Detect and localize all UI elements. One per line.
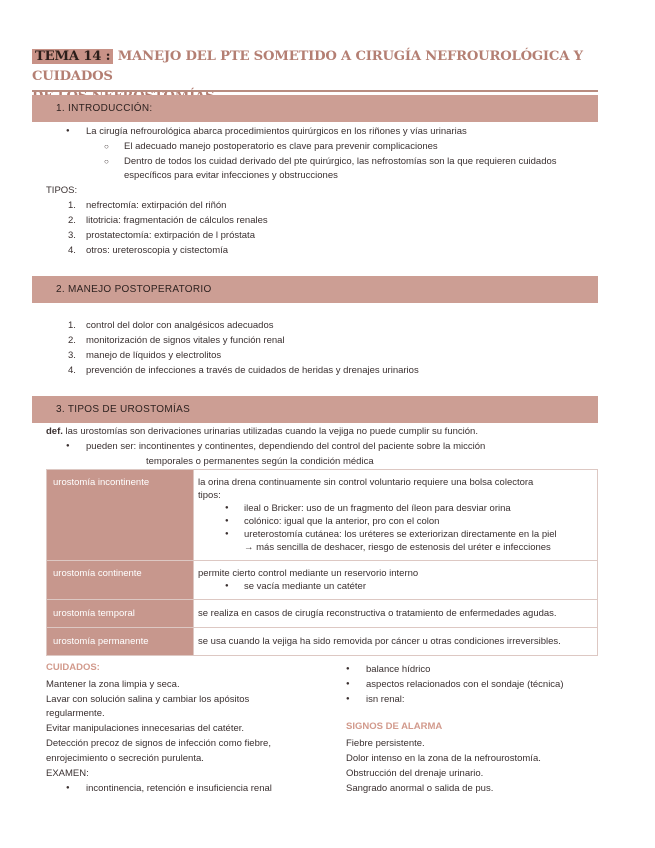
alarma-line: Sangrado anormal o salida de pus. <box>346 783 494 794</box>
right-bullet-3: ● isn renal: <box>366 692 405 707</box>
tipos-item-2: 2. litotricia: fragmentación de cálculos renales <box>68 215 268 226</box>
cuidados-line: enrojecimiento o secreción purulenta. <box>46 753 204 764</box>
manejo-item-1: 1. control del dolor con analgésicos adecuados <box>68 320 274 331</box>
right-bullet-2: ● aspectos relacionados con el sondaje (técnica) <box>366 677 564 692</box>
definition: def. las urostomías son derivaciones urinarias utilizadas cuando la vejiga no puede cumplir su función. <box>46 426 478 437</box>
examen-label: EXAMEN: <box>46 768 89 779</box>
row-value-continente: permite cierto control mediante un reservorio interno ● se vacía mediante un catéter <box>194 561 598 600</box>
row-key-temporal: urostomía temporal <box>47 600 194 628</box>
row-key-continente: urostomía continente <box>47 561 194 600</box>
row-value-permanente: se usa cuando la vejiga ha sido removida por cáncer u otras condiciones irreversibles. <box>194 628 598 656</box>
right-bullet-1: ● balance hídrico <box>366 662 430 677</box>
signos-alarma-heading: SIGNOS DE ALARMA <box>346 721 443 732</box>
intro-sub-bullet-2-cont: específicos para evitar infecciones y obstrucciones <box>124 170 338 181</box>
title-divider <box>32 90 598 92</box>
alarma-line: Obstrucción del drenaje urinario. <box>346 768 484 779</box>
manejo-item-3: 3. manejo de líquidos y electrolitos <box>68 350 222 361</box>
alarma-line: Dolor intenso en la zona de la nefrourostomía. <box>346 753 541 764</box>
cuidados-line: Mantener la zona limpia y seca. <box>46 679 180 690</box>
urostomy-table <box>46 469 598 656</box>
section-manejo-heading: 2. MANEJO POSTOPERATORIO <box>32 276 598 303</box>
row-key-incontinente: urostomía incontinente <box>47 470 194 561</box>
section-tipos-urostomias-heading: 3. TIPOS DE UROSTOMÍAS <box>32 396 598 423</box>
pueden-ser-bullet: ● pueden ser: incontinentes y continentes, dependiendo del control del paciente sobre la micción <box>86 439 485 454</box>
intro-sub-bullet-1: ○ El adecuado manejo postoperatorio es clave para prevenir complicaciones <box>124 139 438 154</box>
pueden-ser-cont: temporales o permanentes según la condición médica <box>146 456 374 467</box>
topic-tag: TEMA 14 : <box>32 49 113 64</box>
examen-bullet: ● incontinencia, retención e insuficiencia renal <box>86 781 272 796</box>
cuidados-line: Evitar manipulaciones innecesarias del catéter. <box>46 723 245 734</box>
table-row <box>47 600 598 628</box>
tipos-item-1: 1. nefrectomía: extirpación del riñón <box>68 200 227 211</box>
tipos-item-3: 3. prostatectomía: extirpación de l próstata <box>68 230 255 241</box>
intro-bullet: ● La cirugía nefrourológica abarca procedimientos quirúrgicos en los riñones y vías urinarias <box>86 124 467 139</box>
tipos-item-4: 4. otros: ureteroscopia y cistectomía <box>68 245 229 256</box>
cuidados-line: Detección precoz de signos de infección como fiebre, <box>46 738 271 749</box>
cuidados-line: Lavar con solución salina y cambiar los apósitos <box>46 694 250 705</box>
manejo-item-2: 2. monitorización de signos vitales y función renal <box>68 335 285 346</box>
manejo-item-4: 4. prevención de infecciones a través de cuidados de heridas y drenajes urinarios <box>68 365 419 376</box>
row-key-permanente: urostomía permanente <box>47 628 194 656</box>
cuidados-heading: CUIDADOS: <box>46 662 100 673</box>
title-line-1: MANEJO DEL PTE SOMETIDO A CIRUGÍA NEFROUROLÓGICA Y CUIDADOS <box>32 49 583 84</box>
section-introduccion-heading: 1. INTRODUCCIÓN: <box>32 95 598 122</box>
alarma-line: Fiebre persistente. <box>346 738 425 749</box>
table-row <box>47 561 598 600</box>
intro-sub-bullet-2: ○ Dentro de todos los cuidad derivado del pte quirúrgico, las nefrostomías son la que requieren cuidados <box>124 154 557 169</box>
cuidados-line: regularmente. <box>46 708 105 719</box>
table-row <box>47 470 598 561</box>
tipos-label: TIPOS: <box>46 185 78 196</box>
row-value-incontinente: la orina drena continuamente sin control voluntario requiere una bolsa colectora tipos: ● ileal o Bricker: uso de un fragmento del íleon para desviar orina ● colónico: igual que la anterior, pro con el colon ● ureterostomía cutánea: los uréteres se exteriorizan directamente en la piel → más sencilla de deshacer, riesgo de estenosis del uréter e infecciones <box>194 470 598 561</box>
row-value-temporal: se realiza en casos de cirugía reconstructiva o tratamiento de enfermedades agudas. <box>194 600 598 628</box>
table-row <box>47 628 598 656</box>
